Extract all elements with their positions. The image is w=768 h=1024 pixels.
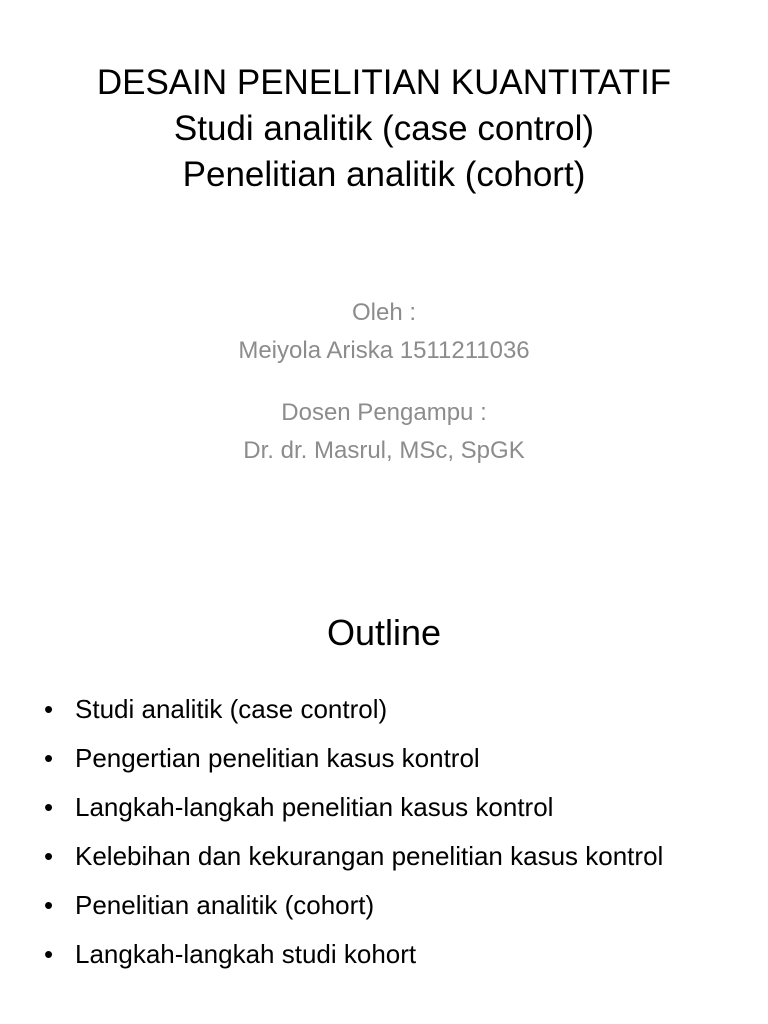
by-label: Oleh : [351, 299, 417, 326]
bullet-icon: • [44, 939, 54, 969]
list-item [44, 787, 724, 827]
lecturer-label: Dosen Pengampu : [281, 399, 487, 426]
title-line-2: Studi analitik (case control) [173, 109, 595, 148]
bullet-icon: • [44, 694, 54, 724]
outline-heading: Outline [326, 612, 442, 653]
list-item-text: Langkah-langkah studi kohort [75, 939, 417, 969]
list-item-text: Langkah-langkah penelitian kasus kontrol [75, 792, 554, 822]
list-item [44, 738, 724, 778]
list-item-text: Penelitian analitik (cohort) [75, 890, 375, 920]
outline-list [44, 689, 724, 983]
list-item [44, 689, 724, 729]
bullet-icon: • [44, 890, 54, 920]
bullet-icon: • [44, 841, 54, 871]
bullet-icon: • [44, 743, 54, 773]
list-item [44, 885, 724, 925]
title-line-3: Penelitian analitik (cohort) [182, 155, 586, 194]
author-name: Meiyola Ariska 1511211036 [238, 337, 530, 364]
bullet-icon: • [44, 792, 54, 822]
subtitle-spacer [0, 370, 768, 394]
list-item [44, 836, 724, 876]
list-item-text: Pengertian penelitian kasus kontrol [75, 743, 480, 773]
title-line-1: DESAIN PENELITIAN KUANTITATIF [96, 63, 672, 102]
list-item-text: Kelebihan dan kekurangan penelitian kasus kontrol [75, 841, 664, 871]
slide-title [0, 60, 768, 198]
lecturer-name: Dr. dr. Masrul, MSc, SpGK [243, 437, 525, 464]
list-item-text: Studi analitik (case control) [75, 694, 388, 724]
slide-subtitle [0, 294, 768, 470]
list-item [44, 934, 724, 974]
outline-slide [0, 576, 768, 1024]
